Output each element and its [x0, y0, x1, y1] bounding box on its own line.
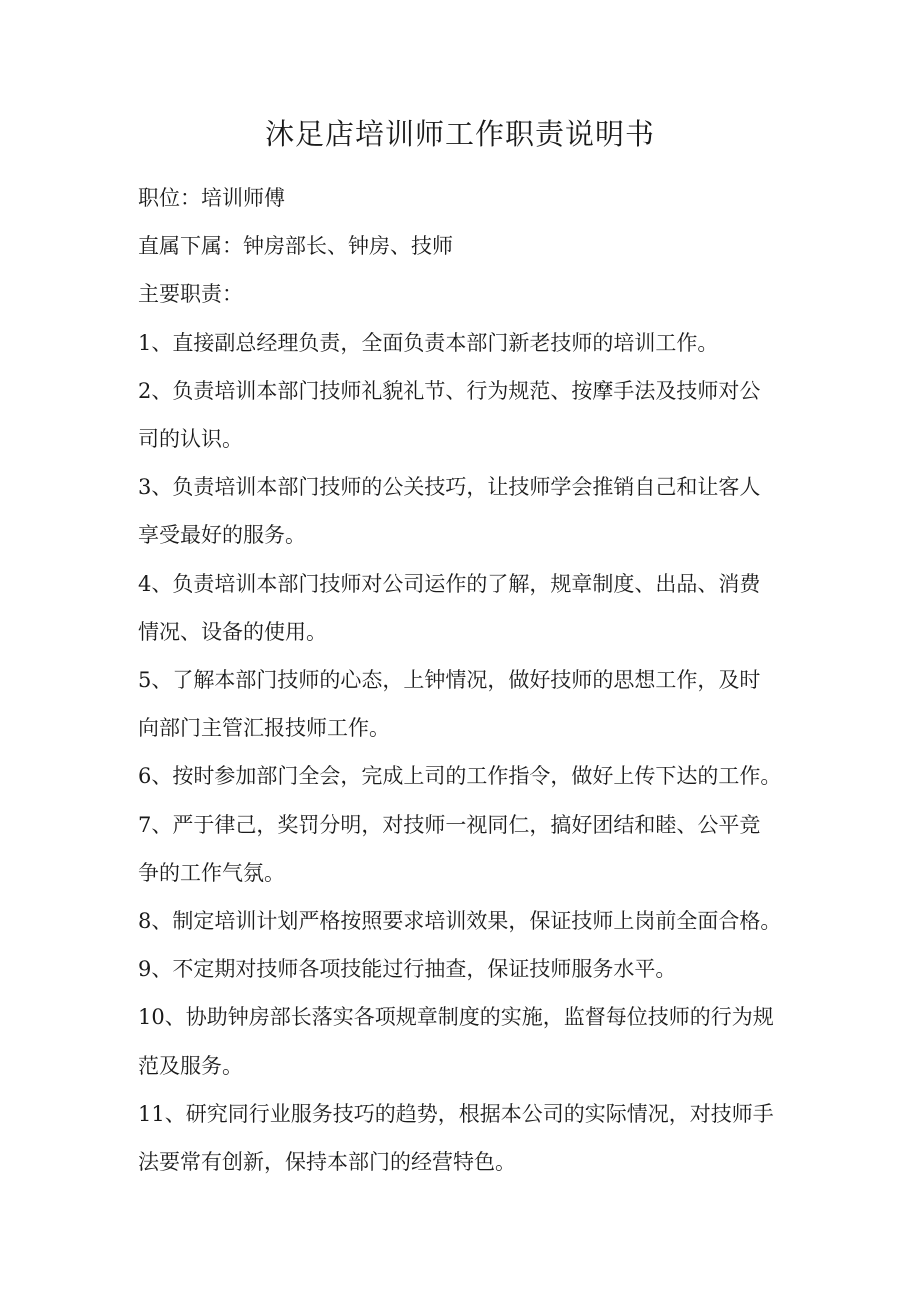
document-title: 沐足店培训师工作职责说明书	[264, 117, 655, 151]
duties-heading: 主要职责：	[138, 282, 243, 307]
duty-item-11	[138, 1090, 798, 1186]
duty-line: 法要常有创新，保持本部门的经营特色。	[138, 1150, 516, 1175]
duty-line: 范及服务。	[138, 1053, 243, 1078]
duty-line: 情况、设备的使用。	[138, 619, 327, 644]
duty-line: 8、制定培训计划严格按照要求培训效果，保证技师上岗前全面合格。	[138, 909, 782, 934]
duty-item-1	[138, 319, 798, 367]
duty-item-4	[138, 560, 798, 656]
duty-item-8	[138, 897, 798, 945]
duty-item-7	[138, 801, 798, 897]
duty-line: 司的认识。	[138, 427, 243, 452]
position-line: 职位：培训师傅	[138, 186, 285, 210]
duty-item-3	[138, 463, 798, 559]
duty-line: 9、不定期对技师各项技能过行抽查，保证技师服务水平。	[138, 957, 677, 982]
duty-line: 享受最好的服务。	[138, 523, 306, 548]
document-body	[138, 174, 798, 1186]
duty-line: 争的工作气氛。	[138, 860, 285, 885]
duty-item-9	[138, 945, 798, 993]
duty-line: 2、负责培训本部门技师礼貌礼节、行为规范、按摩手法及技师对公	[138, 378, 761, 403]
duty-line: 4、负责培训本部门技师对公司运作的了解，规章制度、出品、消费	[138, 571, 761, 596]
duty-item-2	[138, 367, 798, 463]
duty-line: 5、了解本部门技师的心态，上钟情况，做好技师的思想工作，及时	[138, 668, 761, 693]
duty-line: 7、严于律己，奖罚分明，对技师一视同仁，搞好团结和睦、公平竞	[138, 812, 761, 837]
duty-line: 向部门主管汇报技师工作。	[138, 716, 390, 741]
duty-item-5	[138, 656, 798, 752]
duty-item-6	[138, 752, 798, 800]
duty-line: 6、按时参加部门全会，完成上司的工作指令，做好上传下达的工作。	[138, 764, 782, 789]
duty-line: 3、负责培训本部门技师的公关技巧，让技师学会推销自己和让客人	[138, 475, 761, 500]
duty-line: 11、研究同行业服务技巧的趋势，根据本公司的实际情况，对技师手	[138, 1101, 774, 1126]
duty-line: 10、协助钟房部长落实各项规章制度的实施，监督每位技师的行为规	[138, 1005, 774, 1030]
duty-line: 1、直接副总经理负责，全面负责本部门新老技师的培训工作。	[138, 330, 719, 355]
subordinates-line: 直属下属：钟房部长、钟房、技师	[138, 234, 453, 259]
duty-item-10	[138, 993, 798, 1089]
